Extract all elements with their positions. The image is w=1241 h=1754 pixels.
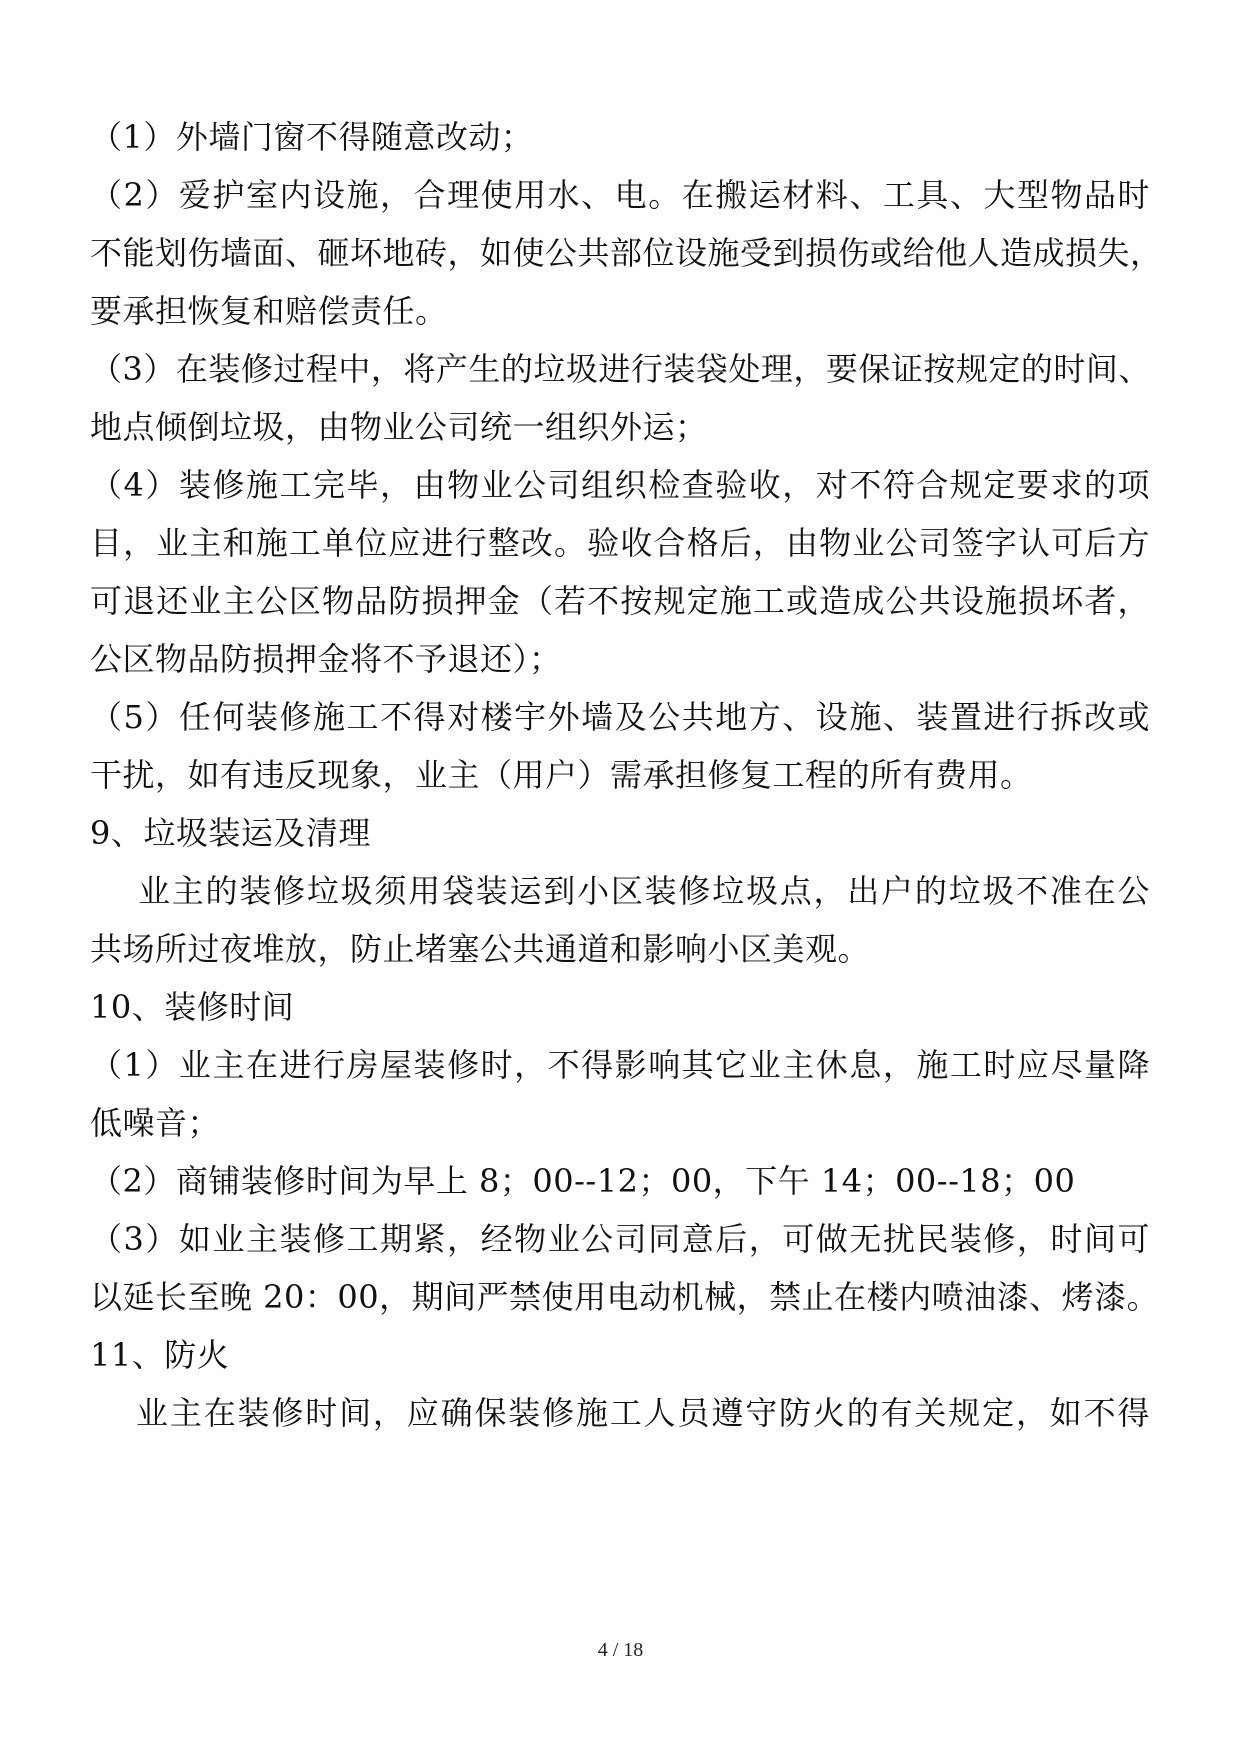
text-line: （5）任何装修施工不得对楼宇外墙及公共地方、设施、装置进行拆改或: [90, 698, 1150, 736]
text-line: 可退还业主公区物品防损押金（若不按规定施工或造成公共设施损坏者，: [90, 582, 1150, 620]
text-line: 共场所过夜堆放，防止堵塞公共通道和影响小区美观。: [90, 930, 871, 968]
text-line: （4）装修施工完毕，由物业公司组织检查验收，对不符合规定要求的项: [90, 466, 1150, 504]
text-line: 公区物品防损押金将不予退还）；: [90, 640, 562, 678]
text-line: （2）爱护室内设施，合理使用水、电。在搬运材料、工具、大型物品时: [90, 176, 1150, 214]
text-line: 不能划伤墙面、砸坏地砖，如使公共部位设施受到损伤或给他人造成损失，: [90, 234, 1163, 272]
text-line: 要承担恢复和赔偿责任。: [90, 292, 448, 330]
page-number: 4 / 18: [597, 1639, 644, 1661]
text-line: （2）商铺装修时间为早上 8；00--12；00，下午 14；00--18；00: [90, 1162, 1076, 1200]
text-line: （1）外墙门窗不得随意改动；: [90, 118, 534, 156]
text-line: 业主的装修垃圾须用袋装运到小区装修垃圾点，出户的垃圾不准在公: [138, 872, 1150, 910]
text-line: （3）如业主装修工期紧，经物业公司同意后，可做无扰民装修，时间可: [90, 1220, 1150, 1258]
text-line: 地点倾倒垃圾，由物业公司统一组织外运；: [90, 408, 708, 446]
section-heading: 11、防火: [90, 1336, 230, 1374]
text-line: 业主在装修时间，应确保装修施工人员遵守防火的有关规定，如不得: [136, 1394, 1150, 1432]
text-line: 干扰，如有违反现象，业主（用户）需承担修复工程的所有费用。: [90, 756, 1033, 794]
text-line: （1）业主在进行房屋装修时，不得影响其它业主休息，施工时应尽量降: [90, 1046, 1150, 1084]
text-line: 目，业主和施工单位应进行整改。验收合格后，由物业公司签字认可后方: [90, 524, 1150, 562]
section-heading: 10、装修时间: [90, 988, 295, 1026]
text-line: 以延长至晚 20：00，期间严禁使用电动机械，禁止在楼内喷油漆、烤漆。: [90, 1278, 1160, 1316]
text-line: 低噪音；: [90, 1104, 221, 1142]
text-line: （3）在装修过程中，将产生的垃圾进行装袋处理，要保证按规定的时间、: [90, 350, 1151, 388]
section-heading: 9、垃圾装运及清理: [90, 814, 371, 852]
